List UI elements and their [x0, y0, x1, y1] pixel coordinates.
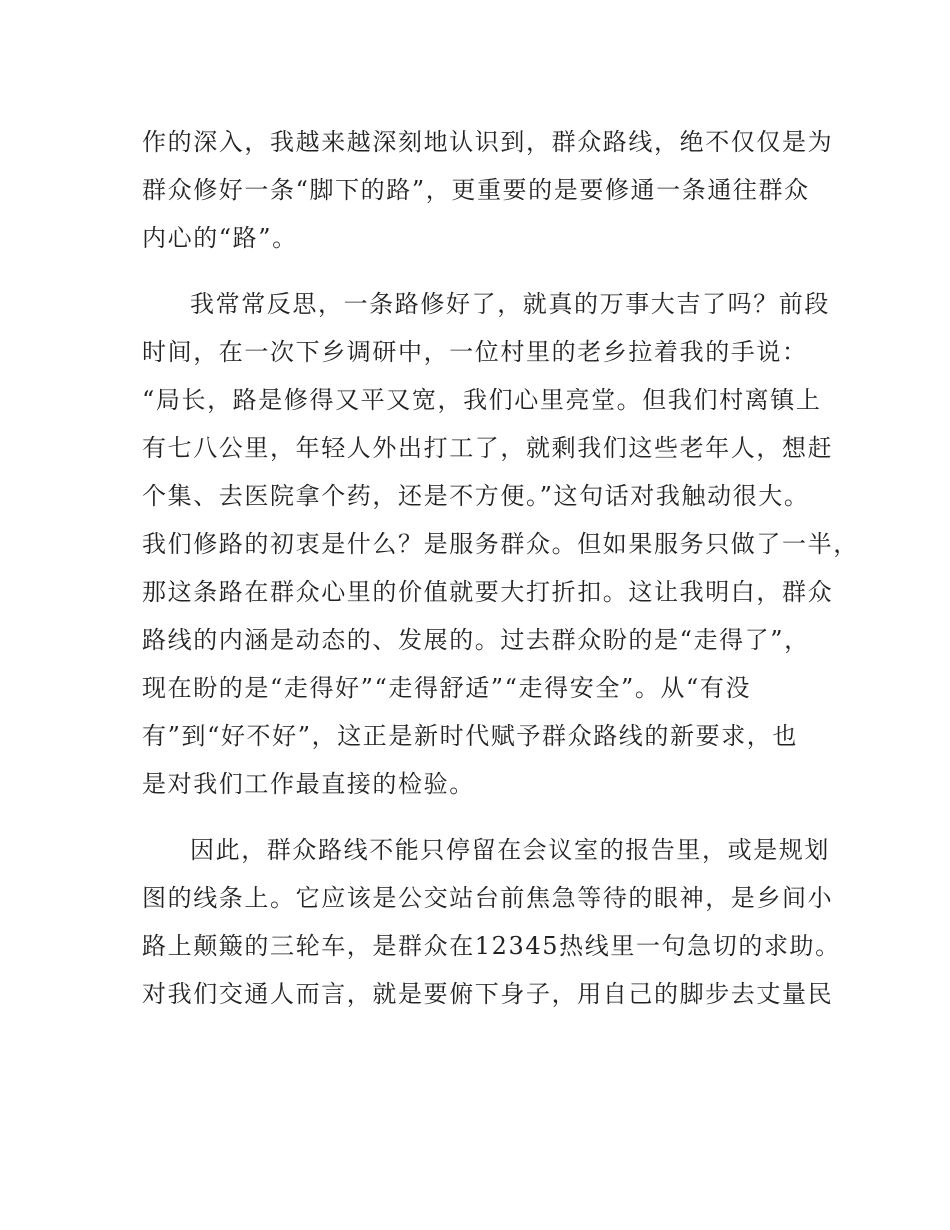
text-line: “局长，路是修得又平又宽，我们心里亮堂。但我们村离镇上	[142, 386, 822, 414]
text-line: 时间，在一次下乡调研中，一位村里的老乡拉着我的手说：	[142, 338, 808, 366]
text-line: 图的线条上。它应该是公交站台前焦急等待的眼神，是乡间小	[142, 884, 834, 912]
text-line: 现在盼的是“走得好”“走得舒适”“走得安全”。从“有没	[142, 674, 752, 702]
text-line: 有”到“好不好”，这正是新时代赋予群众路线的新要求，也	[142, 722, 799, 750]
text-line: 我们修路的初衷是什么？是服务群众。但如果服务只做了一半，	[142, 530, 859, 558]
text-line: 作的深入，我越来越深刻地认识到，群众路线，绝不仅仅是为	[142, 128, 834, 156]
text-line: 那这条路在群众心里的价值就要大打折扣。这让我明白，群众	[142, 578, 834, 606]
paragraph-2	[142, 280, 859, 808]
paragraph-1	[142, 118, 834, 262]
text-line: 是对我们工作最直接的检验。	[142, 770, 475, 798]
text-line: 对我们交通人而言，就是要俯下身子，用自己的脚步去丈量民	[142, 980, 834, 1008]
text-line: 个集、去医院拿个药，还是不方便。”这句话对我触动很大。	[142, 482, 810, 510]
document-page	[142, 118, 859, 1018]
text-line: 有七八公里，年轻人外出打工了，就剩我们这些老年人，想赶	[142, 434, 834, 462]
text-line: 因此，群众路线不能只停留在会议室的报告里，或是规划	[190, 836, 830, 864]
text-line: 群众修好一条“脚下的路”，更重要的是要修通一条通往群众	[142, 176, 810, 204]
text-line: 路线的内涵是动态的、发展的。过去群众盼的是“走得了”，	[142, 626, 810, 654]
text-line: 内心的“路”。	[142, 224, 298, 252]
text-line: 我常常反思，一条路修好了，就真的万事大吉了吗？前段	[190, 290, 830, 318]
text-line: 路上颠簸的三轮车，是群众在12345热线里一句急切的求助。	[142, 932, 841, 960]
paragraph-3	[142, 826, 841, 1018]
